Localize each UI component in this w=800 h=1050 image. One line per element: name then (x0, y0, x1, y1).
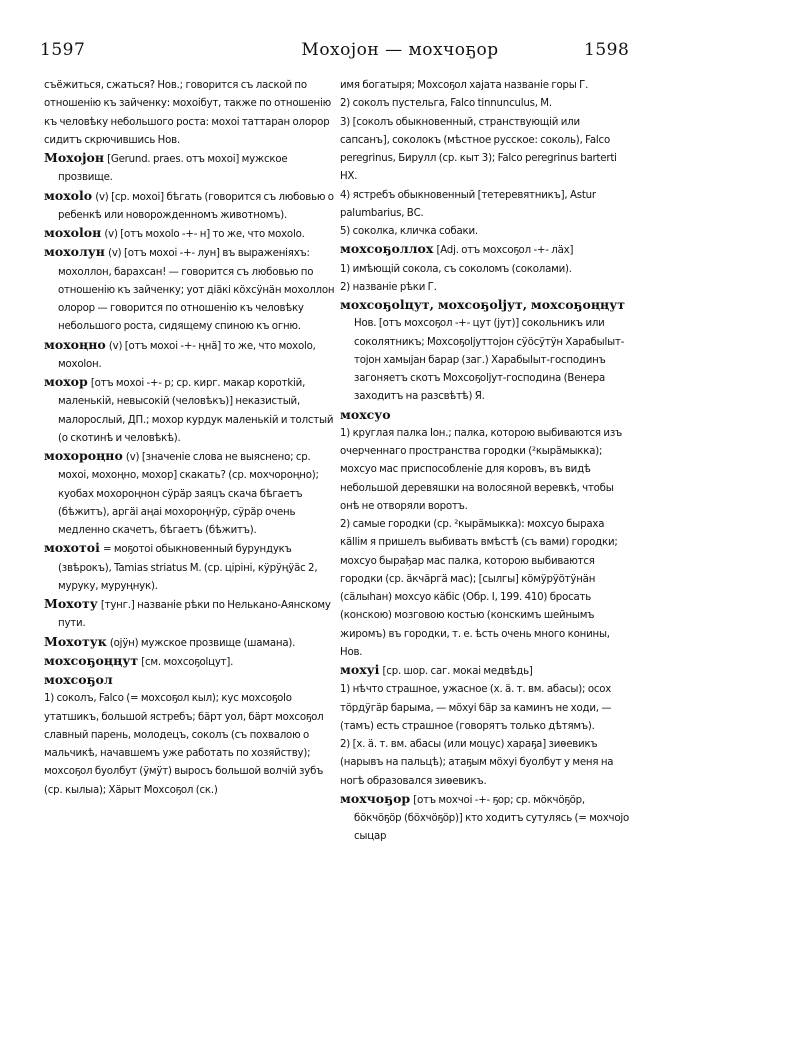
page-title: Мохоjон — мохчоҕор (301, 40, 499, 60)
entry-headword: Мохоjон (44, 150, 104, 165)
entry-text: [отъ мохчоі -+- ҕор; ср. мöкчöҕöр, бöкчöҕöр (бöхчöҕöр)] кто ходитъ сутулясь (= мохчоjо сыцар (354, 794, 630, 843)
dictionary-entry (340, 661, 632, 680)
dictionary-entry (340, 515, 632, 661)
entry-headword: мохоңно (44, 336, 106, 352)
dictionary-entry (44, 187, 336, 225)
dictionary-entry (44, 689, 336, 799)
dictionary-entry (44, 447, 336, 539)
dictionary-entry (340, 278, 632, 296)
entry-text: 2) названіе рѣки Г. (340, 281, 437, 293)
entry-headword: Мохотук (44, 633, 107, 649)
entry-text: (v) [отъ мохоі -+- ңнä] то же, что мохоlо, мохоlон. (58, 340, 316, 370)
dictionary-entry (340, 680, 632, 735)
entry-text: (v) [значеніе слова не выяснено; ср. мохоі, мохоңно, мохор] скакать? (ср. мохчороңно); куобах мохороңнон сÿрäр заяцъ скача бѣгаетъ (бѣжитъ), аргäi аңаi мохороңнÿр, сÿрäр очень медленно скачетъ, бѣгаетъ (бѣжитъ). (58, 452, 319, 536)
right-page-number: 1598 (584, 40, 630, 60)
dictionary-entry (44, 224, 336, 243)
dictionary-entry (44, 671, 336, 689)
entry-text: Нов. [отъ мохсоҕол -+- цут (jут)] сокольникъ или соколятникъ; Мохсоҕоljуттоjон сÿöсÿтÿн Харабыlыт-тоjон хамыjан барар (заг.) Харабыlыт-господинъ загоняетъ скотъ Мохсоҕоljут-господина (Венера заходитъ на разсвѣтѣ) Я. (354, 318, 625, 403)
entry-headword: мохчоҕор (340, 790, 411, 806)
dictionary-entry (340, 240, 632, 259)
dictionary-entry (44, 595, 336, 633)
left-page-number: 1597 (40, 40, 86, 60)
entry-text: 2) [х. ä. т. вм. абасы (или моцус) хараҕа] зиѳевикъ (нарывъ на пальцѣ); атаҕым мöхуi буолбут у меня на ногѣ образовался зиѳевикъ. (340, 739, 614, 787)
dictionary-entry (340, 76, 632, 94)
dictionary-entry (340, 260, 632, 278)
dictionary-entry (44, 652, 336, 671)
entry-text: 1) соколъ, Falco (= мохсоҕол кыл); кус мохсоҕоlо утатшикъ, большой ястребъ; бäрт уол, бäрт мохсоҕол славный парень, молодецъ, соколъ (съ похвалою о мальчикѣ, начавшемъ уже работать по хозяйству); мохсоҕол буолбут (ÿмÿт) выросъ большой волчій зубъ (ср. кылыа); Хäрыт Мохсоҕол (ск.) (44, 693, 324, 796)
entry-text: 2) самые городки (ср. ²кырäмыкка): мохсуо быраха кällім я пришелъ выбивать вмѣстѣ (съ вами) городки; мохсуо бырађар мас палка, которою выбиваются городки (ср. äкчäргä мас); [сылгы] кöмÿрÿöтÿнäн (сäлыһан) мохсуо кäбiс (Обр. I, 199. 410) бросать (конскою) мозговою костью (конскимъ шейнымъ жиромъ) въ городки, т. е. ѣсть очень много конины, Нов. (340, 519, 618, 658)
entry-text: [ср. шор. саг. мокаі медвѣдь] (382, 666, 533, 677)
entry-text: 3) [соколъ обыкновенный, странствующій или сапсанъ], соколокъ (мѣстное русское: соколь), Falco peregrinus, Бирулл (ср. кыт 3); Falco peregrinus barterti НХ. (340, 116, 617, 183)
entry-headword: мохор (44, 374, 88, 389)
entry-headword: мохотоi (44, 540, 100, 556)
entry-headword: мохсоҕоллох (340, 241, 434, 257)
entry-text: [тунг.] названіе рѣки по Нелькано-Аянскому пути. (58, 600, 331, 630)
dictionary-entry (340, 94, 632, 112)
dictionary-entry (44, 149, 336, 187)
entry-headword: мохуi (340, 662, 380, 677)
entry-text: 1) имѣющій сокола, съ соколомъ (соколами). (340, 263, 572, 275)
entry-headword: Мохоту (44, 596, 98, 611)
entry-text: [отъ мохоі -+- р; ср. кирг. макар коротkій, маленькій, невысокій (человѣкъ)] неказистый, малорослый, ДП.; мохор курдук маленькій и толстый (о скотинѣ и человѣкѣ). (58, 378, 334, 444)
entry-headword: мохсоҕоңңут (44, 652, 139, 668)
dictionary-entry (44, 76, 336, 149)
dictionary-entry (44, 633, 336, 652)
entry-headword: мохоlо (44, 187, 93, 203)
entry-text: 5) соколка, кличка собаки. (340, 226, 478, 237)
entry-headword: мохсоҕол (44, 672, 113, 687)
dictionary-entry (340, 790, 632, 846)
entry-text: имя богатыря; Мохсоҕол хаjата названіе горы Г. (340, 80, 589, 91)
dictionary-entry (340, 406, 632, 424)
dictionary-entry (340, 186, 632, 223)
entry-text: [см. мохсоҕоlцут]. (141, 656, 234, 668)
left-column (44, 76, 336, 799)
entry-headword: мохороңно (44, 448, 123, 463)
entry-text: (v) [ср. мохоі] бѣгать (говорится съ любовью о ребенкѣ или новорожденномъ животномъ). (58, 191, 334, 221)
dictionary-entry (44, 336, 336, 374)
entry-text: 2) соколъ пустельга, Falco tinnunculus, M. (340, 98, 552, 110)
entry-text: (v) [отъ мохоlо -+- н] то же, что мохоlо. (104, 229, 305, 240)
entry-text: 1) круглая палка Іон.; палка, которою выбиваются изъ очерченнаго пространства городки (²кырäмыкка); мохсуо мас приспособленіе для коровъ, въ видѣ небольшой деревяшки на волосяной веревкѣ, чтобы онѣ не отворяли воротъ. (340, 427, 623, 512)
right-column (340, 76, 632, 846)
dictionary-entry (340, 296, 632, 406)
dictionary-entry (44, 373, 336, 447)
dictionary-entry (340, 735, 632, 790)
entry-text: [Adj. отъ мохсоҕол -+- лäх] (436, 245, 574, 257)
entry-text: [Gerund. praes. отъ мохоі] мужское прозвище. (58, 154, 288, 184)
dictionary-entry (44, 243, 336, 335)
dictionary-entry (44, 539, 336, 595)
entry-headword: мохоlон (44, 225, 102, 240)
entry-text: (оjÿн) мужское прозвище (шамана). (109, 637, 296, 649)
entry-headword: мохсоҕоlцут, мохсоҕоljут, мохсоҕоңңут (340, 297, 626, 312)
dictionary-entry (340, 113, 632, 186)
entry-headword: мохсуо (340, 406, 391, 422)
entry-headword: мохолун (44, 244, 105, 260)
entry-text: = моҕотоi обыкновенный бурундукъ (звѣрокъ), Tamias striatus M. (ср. ціріні, кÿрÿңÿäс 2, муруку, муруңнук). (58, 544, 318, 592)
dictionary-entry (340, 222, 632, 240)
dictionary-entry (340, 424, 632, 515)
entry-text: (v) [отъ мохоі -+- лун] въ выраженіяхъ: мохоллон, барахсан! — говорится съ любовью по отношенію къ зайченку; уот дiäкi кöхсÿнäн мохоллон олорор — говорится по отношенію къ человѣку небольшого роста, сидящему спиною къ огню. (58, 248, 335, 333)
entry-text: 1) нѣчто страшное, ужасное (х. ä. т. вм. абасы); осох тöрдÿгäр барыма, — мöхуi бäр за каминъ не ходи, — (тамъ) есть страшное (говорятъ только дѣтямъ). (340, 684, 612, 732)
entry-text: съёжиться, сжаться? Нов.; говорится съ лаской по отношенію къ зайченку: мохоібут, также по отношенію къ человѣку небольшого роста: мохоі таттаран олорор сидитъ скрючившись Нов. (44, 80, 332, 146)
entry-text: 4) ястребъ обыкновенный [тетеревятникъ], Astur palumbarius, ВС. (340, 189, 596, 219)
